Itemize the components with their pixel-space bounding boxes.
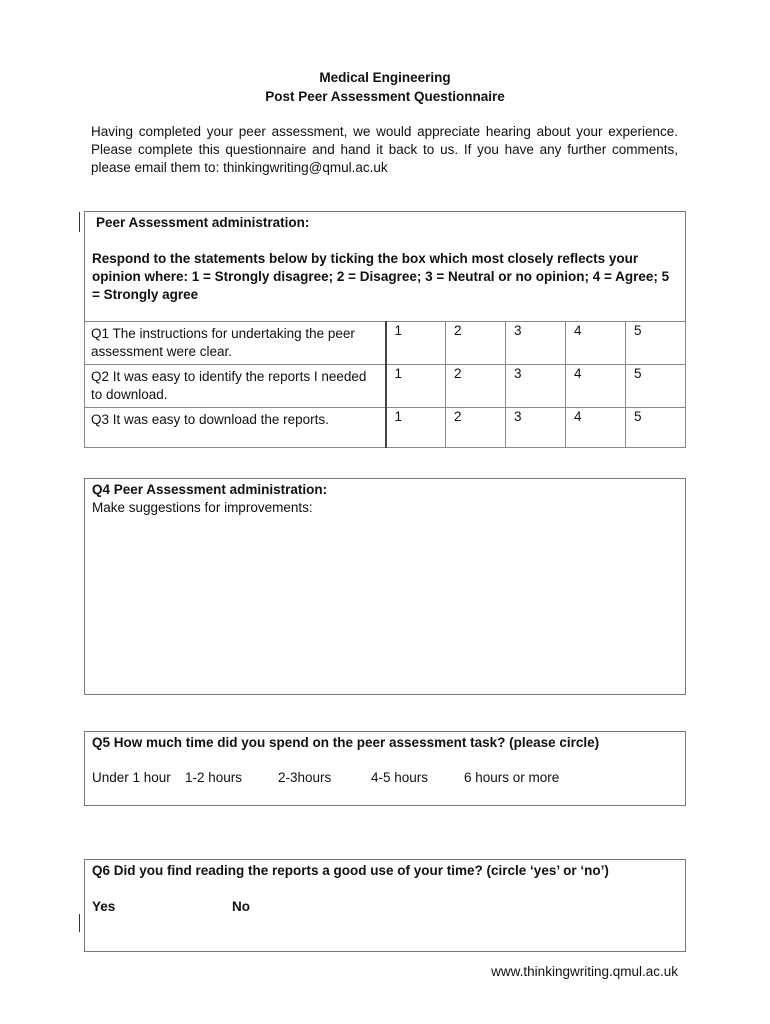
table-row	[85, 322, 686, 365]
rating-table	[84, 321, 686, 448]
rating-box-q1-1[interactable]: 1	[386, 322, 446, 365]
rating-box-q2-3[interactable]: 3	[506, 365, 566, 408]
rating-box-q2-1[interactable]: 1	[386, 365, 446, 408]
q5-heading: Q5 How much time did you spend on the peer assessment task? (please circle)	[92, 735, 600, 750]
rating-box-q3-5[interactable]: 5	[626, 408, 686, 448]
q5-option-under-1-hour[interactable]: Under 1 hour	[92, 770, 171, 785]
table-row	[85, 408, 686, 448]
page-subtitle: Post Peer Assessment Questionnaire	[265, 89, 505, 104]
q6-option-yes[interactable]: Yes	[92, 899, 116, 914]
q5-box	[84, 731, 686, 806]
rating-box-q3-4[interactable]: 4	[566, 408, 626, 448]
section-admin-box	[84, 211, 686, 322]
q5-option-2-3-hours[interactable]: 2-3hours	[278, 770, 332, 785]
rating-box-q1-5[interactable]: 5	[626, 322, 686, 365]
rating-box-q2-4[interactable]: 4	[566, 365, 626, 408]
footer-url: www.thinkingwriting.qmul.ac.uk	[491, 964, 678, 979]
q4-prompt: Make suggestions for improvements:	[92, 500, 313, 515]
question-q2: Q2 It was easy to identify the reports I needed to download.	[85, 365, 386, 408]
q5-option-1-2-hours[interactable]: 1-2 hours	[185, 770, 243, 785]
table-row	[85, 365, 686, 408]
rating-box-q2-5[interactable]: 5	[626, 365, 686, 408]
q4-box[interactable]	[84, 478, 686, 695]
q6-heading: Q6 Did you find reading the reports a good use of your time? (circle ‘yes’ or ‘no’)	[92, 863, 609, 878]
rating-box-q3-1[interactable]: 1	[386, 408, 446, 448]
rating-box-q3-2[interactable]: 2	[446, 408, 506, 448]
q5-option-4-5-hours[interactable]: 4-5 hours	[371, 770, 429, 785]
page-title: Medical Engineering	[319, 70, 451, 85]
question-q1: Q1 The instructions for undertaking the peer assessment were clear.	[85, 322, 386, 365]
rating-box-q2-2[interactable]: 2	[446, 365, 506, 408]
rating-box-q1-4[interactable]: 4	[566, 322, 626, 365]
q6-option-no[interactable]: No	[232, 899, 250, 914]
margin-mark	[79, 212, 80, 232]
rating-box-q1-3[interactable]: 3	[506, 322, 566, 365]
q5-option-6-hours-or-more[interactable]: 6 hours or more	[464, 770, 560, 785]
section-admin-instructions: Respond to the statements below by ticking the box which most closely reflects your opinion where: 1 = Strongly disagree; 2 = Disagree; 3 = Neutral or no opinion; 4 = Agree; 5 = Strongly agree	[92, 251, 670, 302]
q4-heading: Q4 Peer Assessment administration:	[92, 482, 328, 497]
q6-box	[84, 859, 686, 952]
question-q3: Q3 It was easy to download the reports.	[85, 408, 386, 448]
section-admin-heading: Peer Assessment administration:	[96, 215, 310, 230]
rating-box-q1-2[interactable]: 2	[446, 322, 506, 365]
margin-mark	[79, 914, 80, 932]
rating-box-q3-3[interactable]: 3	[506, 408, 566, 448]
intro-paragraph: Having completed your peer assessment, we would appreciate hearing about your experience. Please complete this questionnaire and hand it back to us. If you have any further comments, please email them to: thinkingwriting@qmul.ac.uk	[91, 124, 678, 175]
